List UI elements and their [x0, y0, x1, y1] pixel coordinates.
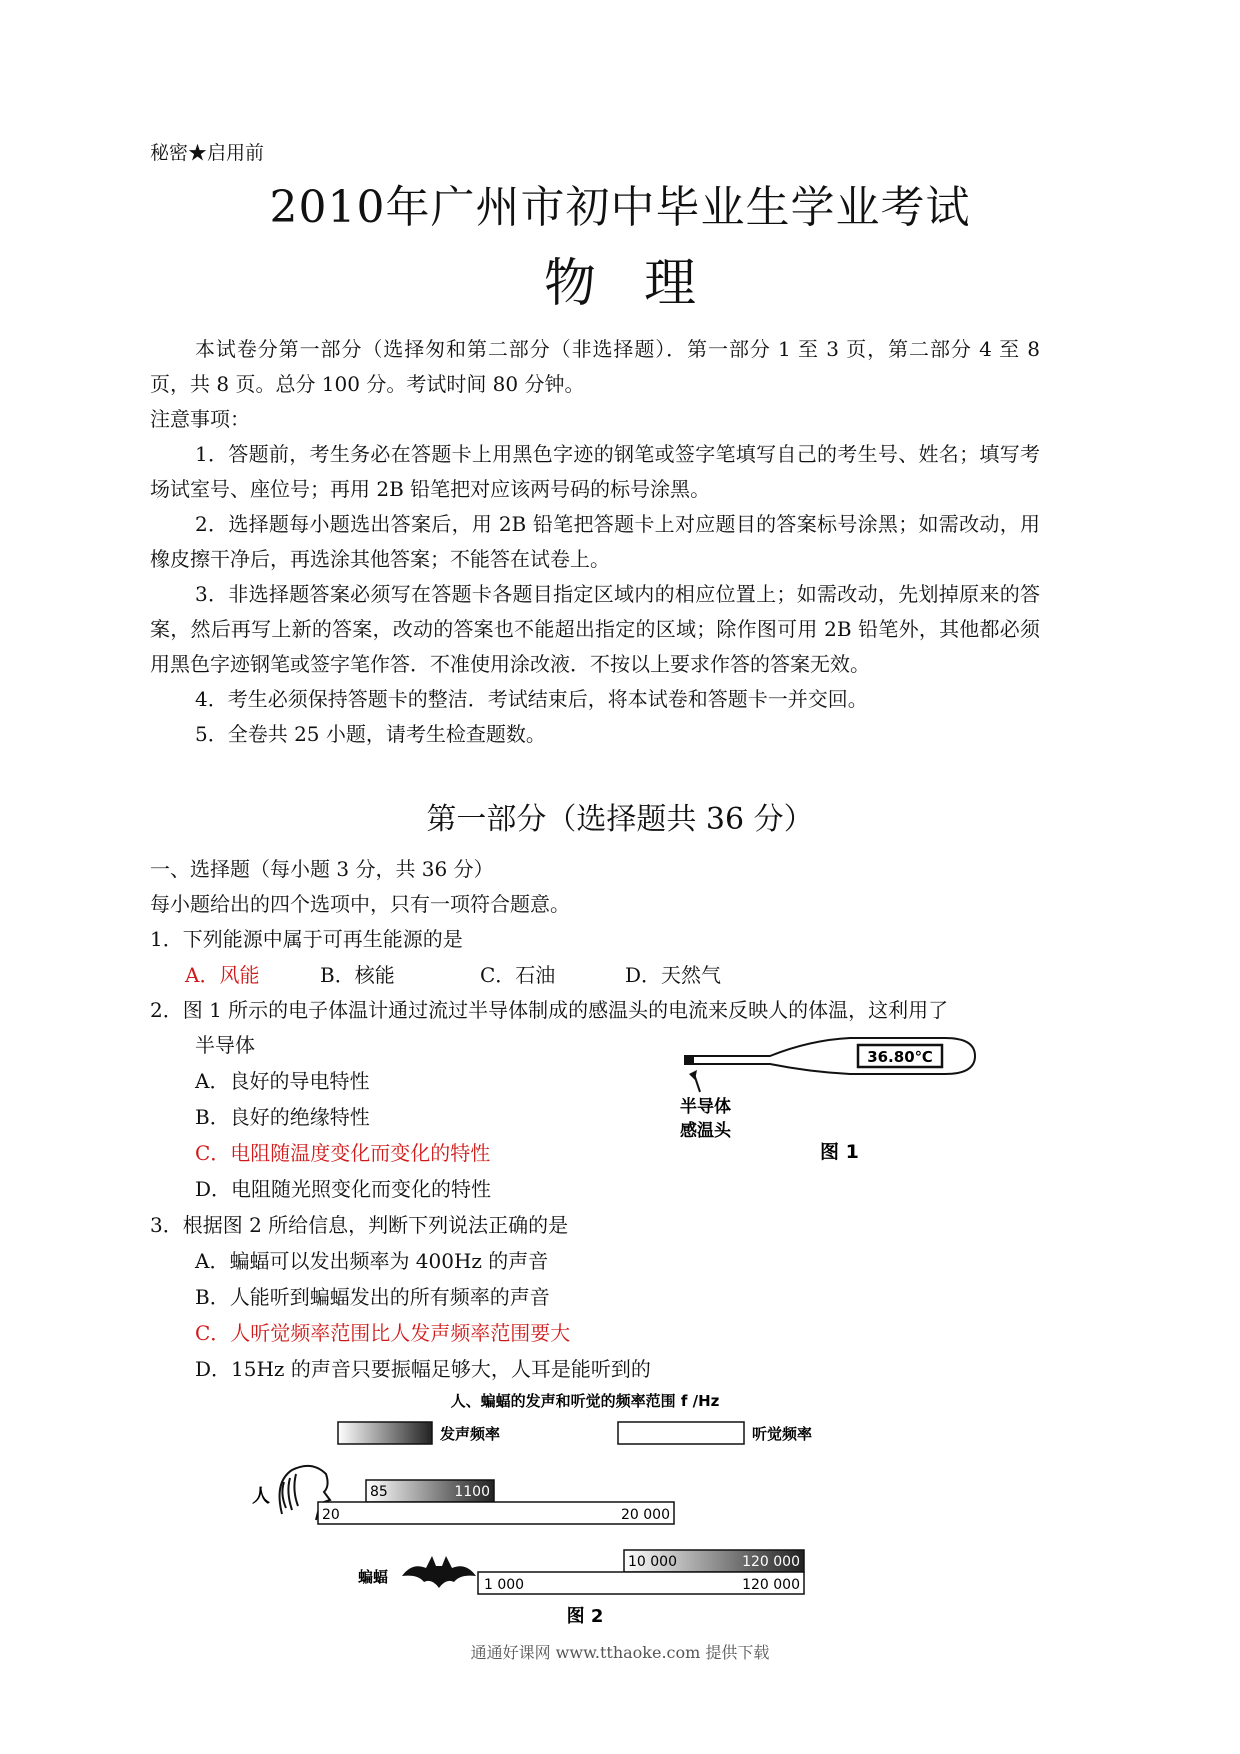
bat-icon: [402, 1556, 476, 1588]
q2-stem: 2．图 1 所示的电子体温计通过流过半导体制成的感温头的电流来反映人的体温，这利用了: [150, 998, 949, 1022]
bat-hear-high: 120 000: [742, 1577, 800, 1593]
thermometer-figure: [670, 1030, 990, 1170]
human-hear-high: 20 000: [621, 1507, 670, 1523]
notice-item: 4．考生必须保持答题卡的整洁．考试结束后，将本试卷和答题卡一并交回。: [195, 687, 868, 711]
legend-emit-label: 发声频率: [440, 1425, 501, 1443]
sensor-tip-icon: [684, 1055, 694, 1065]
notice-heading: 注意事项：: [150, 407, 250, 431]
secret-mark: 秘密★启用前: [150, 142, 265, 164]
q3-option-d: D．15Hz 的声音只要振幅足够大，人耳是能听到的: [195, 1357, 651, 1381]
legend-hear-swatch: [618, 1422, 744, 1444]
notice-item: 2．选择题每小题选出答案后，用 2B 铅笔把答题卡上对应题目的答案标号涂黑；如需改动，用橡皮擦干净后，再选涂其他答案；不能答在试卷上。: [150, 512, 1040, 571]
q2-option-c: C．电阻随温度变化而变化的特性: [195, 1141, 491, 1165]
q2-option-a: A．良好的导电特性: [195, 1069, 370, 1093]
bat-label: 蝙蝠: [358, 1568, 389, 1586]
bat-emit-low: 10 000: [628, 1554, 677, 1570]
footer-watermark: 通通好课网 www.tthaoke.com 提供下载: [470, 1643, 770, 1662]
q1-stem: 1．下列能源中属于可再生能源的是: [150, 927, 463, 951]
human-emit-high: 1100: [454, 1484, 490, 1500]
figure2-title: 人、蝙蝠的发声和听觉的频率范围 f /Hz: [450, 1392, 720, 1410]
q3-option-b: B．人能听到蝙蝠发出的所有频率的声音: [195, 1285, 550, 1309]
section-title: 第一部分（选择题共 36 分）: [426, 802, 814, 837]
subject-title: 物理: [543, 254, 744, 314]
legend-hear-label: 听觉频率: [752, 1425, 813, 1443]
sensor-label-line1: 半导体: [680, 1097, 731, 1117]
q1-option-b: B．核能: [320, 963, 395, 987]
human-hear-low: 20: [322, 1507, 340, 1523]
intro-block: [150, 332, 1040, 752]
q2-stem-cont: 半导体: [195, 1033, 255, 1057]
section-heading: 一、选择题（每小题 3 分，共 36 分）: [150, 857, 494, 881]
section-instruction: 每小题给出的四个选项中，只有一项符合题意。: [150, 892, 570, 916]
sensor-label-line2: 感温头: [680, 1121, 731, 1141]
human-label: 人: [252, 1486, 270, 1507]
display-reading: 36.80℃: [867, 1048, 933, 1066]
q1-option-d: D．天然气: [625, 963, 722, 987]
bat-emit-high: 120 000: [742, 1554, 800, 1570]
q2-option-b: B．良好的绝缘特性: [195, 1105, 370, 1129]
intro-text: 本试卷分第一部分（选择匆和第二部分（非选择题）．第一部分 1 至 3 页，第二部分 4 至 8 页，共 8 页。总分 100 分。考试时间 80 分钟。: [150, 337, 1040, 396]
q2-option-d: D．电阻随光照变化而变化的特性: [195, 1177, 492, 1201]
bat-hear-low: 1 000: [484, 1577, 525, 1593]
notice-item: 3．非选择题答案必须写在答题卡各题目指定区域内的相应位置上；如需改动，先划掉原来的答案，然后再写上新的答案，改动的答案也不能超出指定的区域；除作图可用 2B 铅笔外，其他都必须用黑色字迹钢笔或签字笔作答．不准使用涂改液．不按以上要求作答的答案无效。: [150, 582, 1040, 676]
figure1-caption: 图 1: [820, 1141, 859, 1163]
q3-stem: 3．根据图 2 所给信息，判断下列说法正确的是: [150, 1213, 569, 1237]
q3-option-c: C．人听觉频率范围比人发声频率范围要大: [195, 1321, 571, 1345]
q1-option-c: C．石油: [480, 963, 556, 987]
notice-item: 1．答题前，考生务必在答题卡上用黑色字迹的钢笔或签字笔填写自己的考生号、姓名；填写考场试室号、座位号；再用 2B 铅笔把对应该两号码的标号涂黑。: [150, 442, 1040, 501]
figure2-caption: 图 2: [566, 1606, 604, 1627]
q1-option-a: A．风能: [185, 963, 260, 987]
notice-item: 5．全卷共 25 小题，请考生检查题数。: [195, 722, 546, 746]
human-emit-low: 85: [370, 1484, 388, 1500]
frequency-figure: [240, 1386, 940, 1636]
q3-option-a: A．蝙蝠可以发出频率为 400Hz 的声音: [195, 1249, 549, 1273]
legend-emit-swatch: [338, 1422, 432, 1444]
page-title: 2010年广州市初中毕业生学业考试: [269, 182, 971, 233]
